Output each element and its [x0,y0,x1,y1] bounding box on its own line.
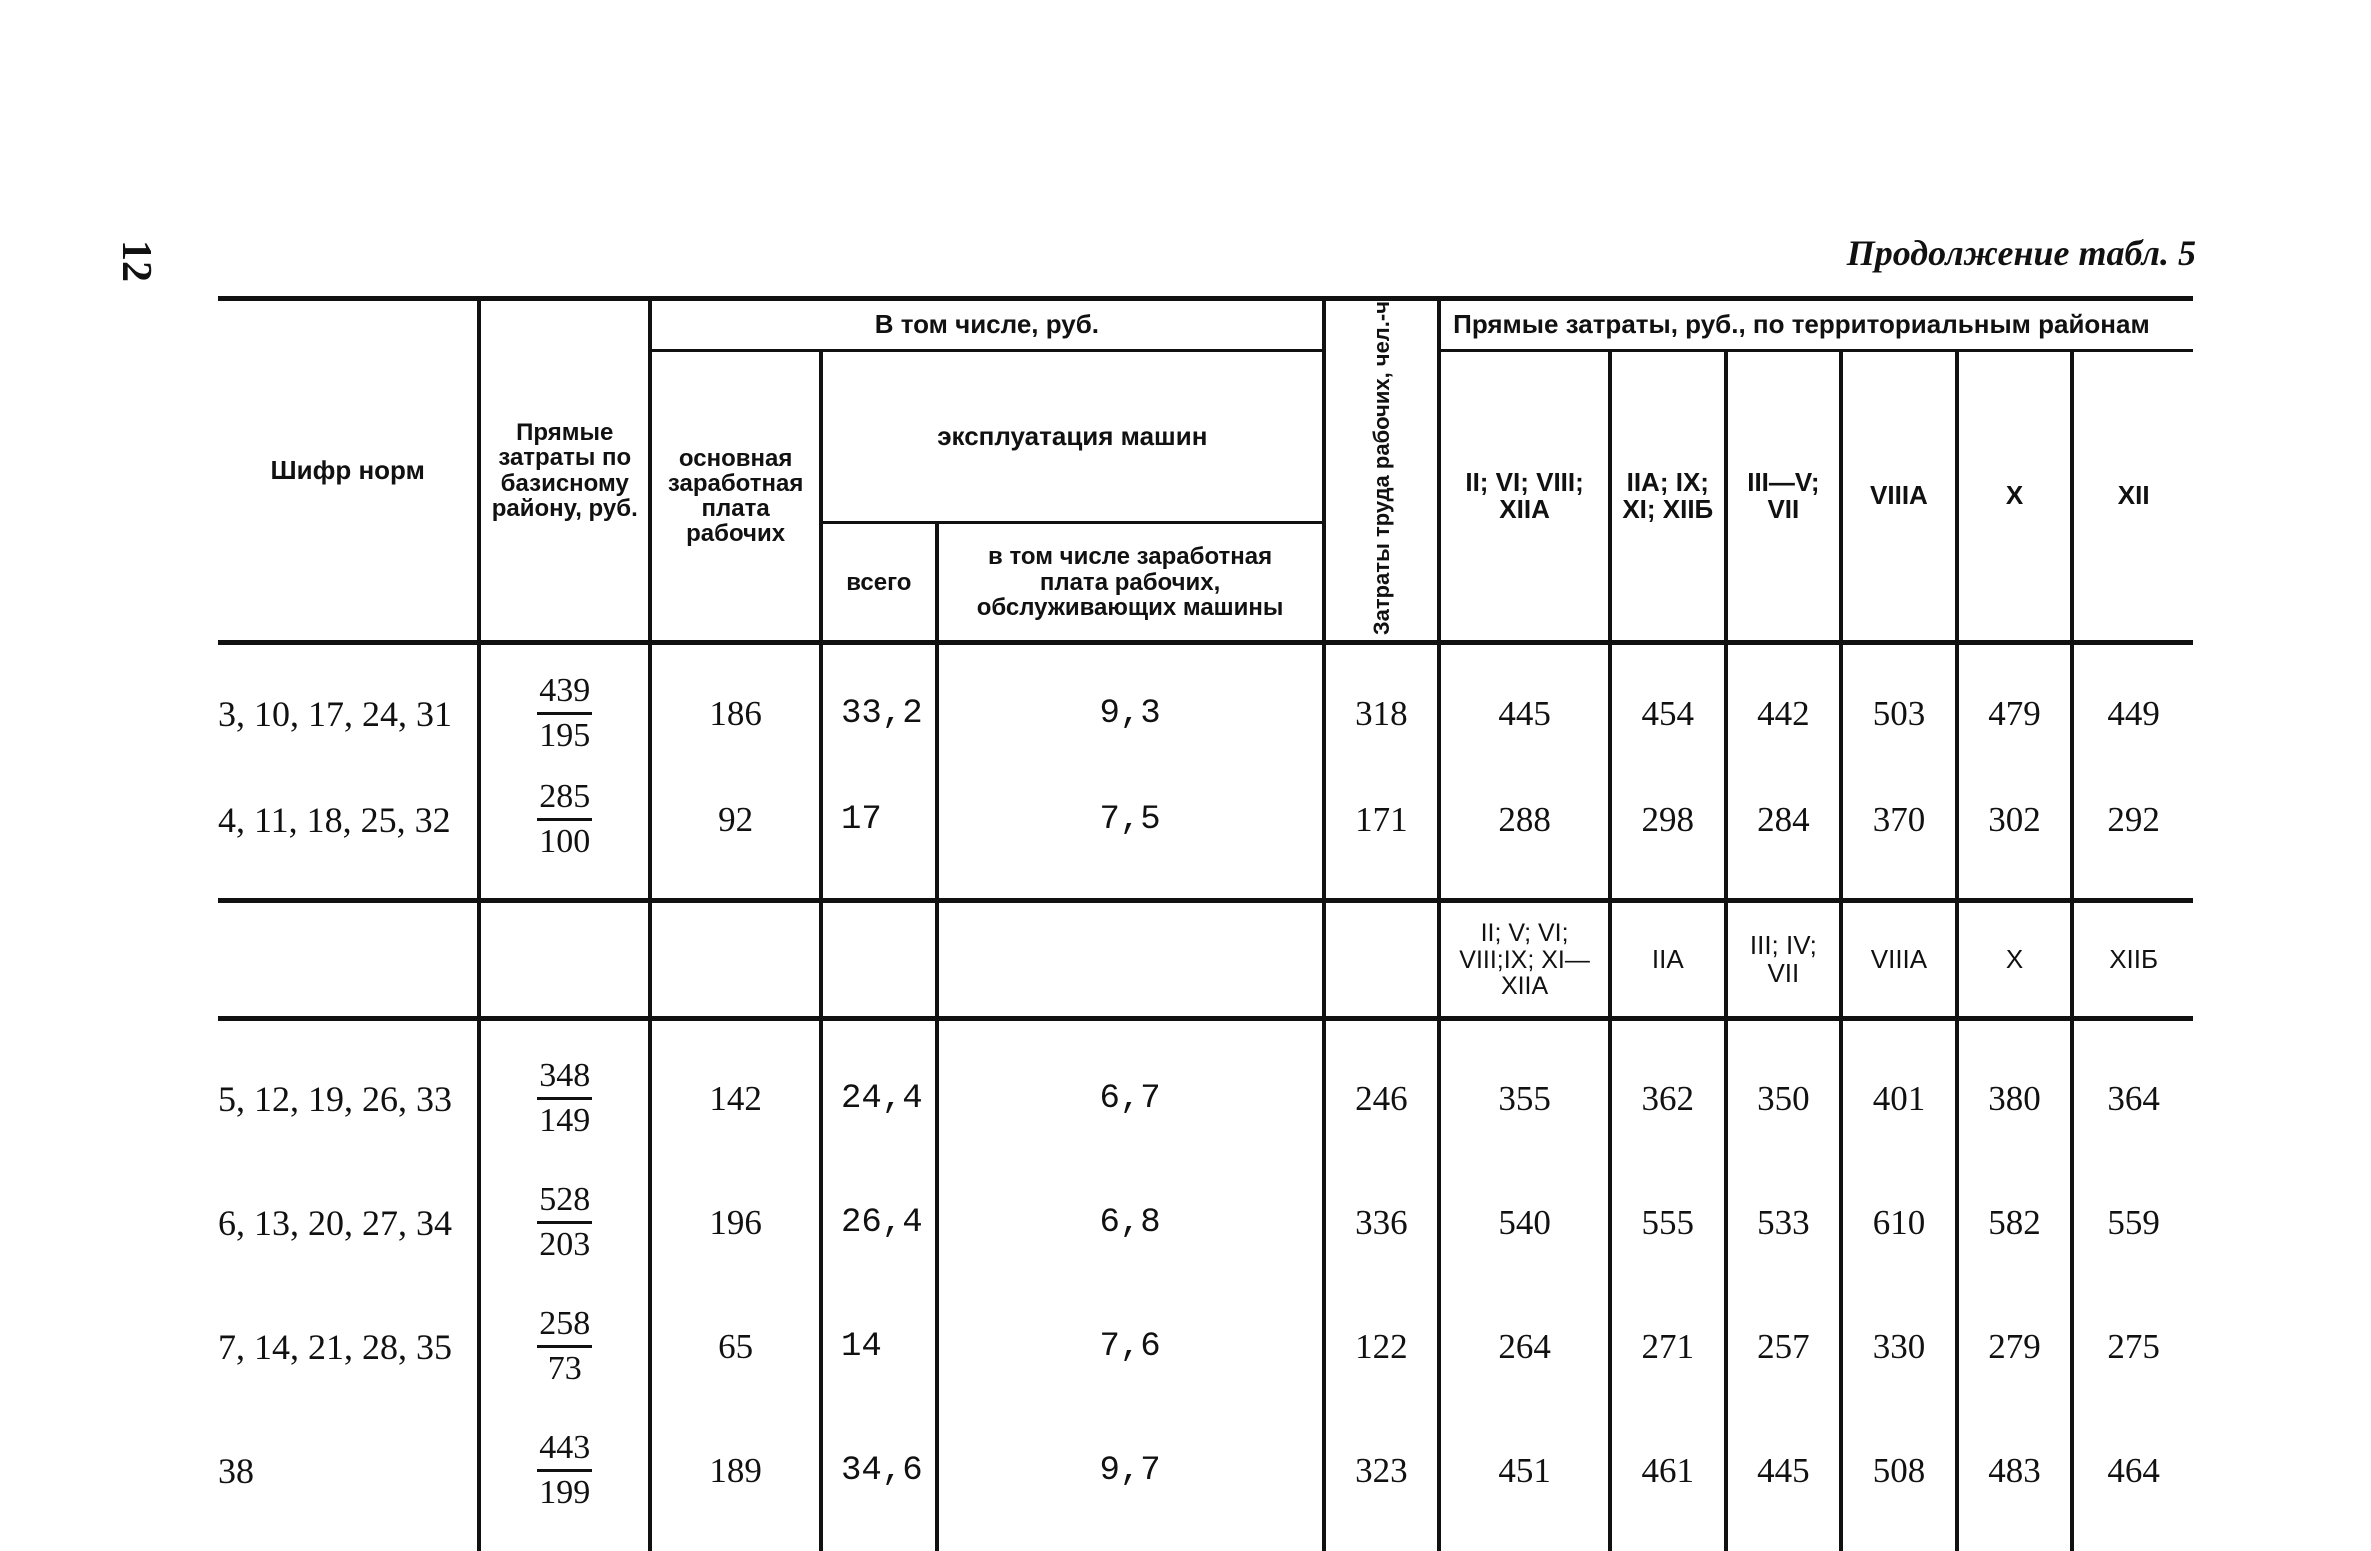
region-cost-cell: 503 [1841,661,1957,767]
region-cost-cell: 364 [2072,1037,2193,1161]
group-1-end [218,873,2193,901]
direct-costs-numerator: 528 [537,1179,592,1224]
header-code: Шифр норм [218,299,479,643]
labor-cost-cell: 318 [1324,661,1440,767]
region-cost-cell: 350 [1726,1037,1842,1161]
machine-total-cell: 14 [821,1285,937,1409]
region-cost-cell: 288 [1439,767,1610,873]
region-header-3: III—V; VII [1726,351,1842,643]
region-cost-cell: 559 [2072,1161,2193,1285]
direct-costs-numerator: 443 [537,1427,592,1472]
region-header-6: XII [2072,351,2193,643]
norm-code-cell: 6, 13, 20, 27, 34 [218,1202,452,1243]
region-cost-cell: 445 [1726,1409,1842,1533]
machine-wage-cell: 6,8 [937,1161,1324,1285]
region-cost-cell: 582 [1957,1161,2073,1285]
region-header-1: II; VI; VIII; XIIA [1439,351,1610,643]
region2-header-1: II; V; VI; VIII;IX; XI—XIIA [1439,901,1610,1019]
region-cost-cell: 380 [1957,1037,2073,1161]
machine-wage-cell: 9,7 [937,1409,1324,1533]
machine-total-cell: 17 [821,767,937,873]
region-cost-cell: 264 [1439,1285,1610,1409]
direct-costs-denominator: 203 [539,1226,591,1264]
region-cost-cell: 445 [1439,661,1610,767]
region-cost-cell: 479 [1957,661,2073,767]
region-cost-cell: 533 [1726,1161,1842,1285]
region-cost-cell: 454 [1610,661,1726,767]
region-cost-cell: 540 [1439,1161,1610,1285]
labor-cost-cell: 246 [1324,1037,1440,1161]
labor-cost-cell: 171 [1324,767,1440,873]
region-cost-cell: 508 [1841,1409,1957,1533]
machine-wage-cell: 7,5 [937,767,1324,873]
norm-code-cell: 5, 12, 19, 26, 33 [218,1078,452,1119]
direct-costs-numerator: 348 [537,1055,592,1100]
region-header-row-2 [218,901,2193,1019]
direct-costs-denominator: 199 [539,1474,591,1512]
header-machine-operation: эксплуатация машин [821,351,1324,523]
region-cost-cell: 464 [2072,1409,2193,1533]
region-cost-cell: 302 [1957,767,2073,873]
direct-costs-numerator: 285 [537,776,592,821]
region-cost-cell: 292 [2072,767,2193,873]
header-by-region: Прямые затраты, руб., по территориальным районам [1439,299,2193,351]
direct-costs-cell [479,1037,650,1161]
machine-total-cell: 34,6 [821,1409,937,1533]
table-caption: Продолжение табл. 5 [1846,233,2196,273]
region-cost-cell: 442 [1726,661,1842,767]
direct-costs-cell [479,1285,650,1409]
header-row-1 [218,299,2193,351]
header-labor-text: Затраты труда рабочих, чел.-ч [1368,301,1394,636]
machine-total-cell: 24,4 [821,1037,937,1161]
basic-wage-cell: 142 [650,1037,821,1161]
group-2-rows [218,1037,2193,1533]
norm-code-cell: 3, 10, 17, 24, 31 [218,693,452,734]
group-1-rows [218,661,2193,873]
region2-header-5: X [1957,901,2073,1019]
labor-cost-cell: 323 [1324,1409,1440,1533]
direct-costs-denominator: 149 [539,1102,591,1140]
region-cost-cell: 284 [1726,767,1842,873]
region-header-5: X [1957,351,2073,643]
region-cost-cell: 355 [1439,1037,1610,1161]
region2-header-3: III; IV; VII [1726,901,1842,1019]
table-row [218,1285,2193,1409]
table-row [218,661,2193,767]
machine-wage-cell: 6,7 [937,1037,1324,1161]
region-cost-cell: 330 [1841,1285,1957,1409]
norm-code-cell: 7, 14, 21, 28, 35 [218,1326,452,1367]
region-cost-cell: 271 [1610,1285,1726,1409]
direct-costs-denominator: 195 [539,717,591,755]
table-row [218,767,2193,873]
direct-costs-fraction [537,670,592,757]
header-incl-rub: В том числе, руб. [650,299,1323,351]
header-incl-machine-wage: в том числе заработная плата рабочих, обслуживающих машины [937,523,1324,643]
direct-costs-cell [479,661,650,767]
direct-costs-numerator: 439 [537,670,592,715]
labor-cost-cell: 336 [1324,1161,1440,1285]
region2-header-4: VIIIA [1841,901,1957,1019]
table-row [218,1161,2193,1285]
region-cost-cell: 449 [2072,661,2193,767]
direct-costs-cell [479,767,650,873]
region-cost-cell: 275 [2072,1285,2193,1409]
region-cost-cell: 370 [1841,767,1957,873]
region-cost-cell: 298 [1610,767,1726,873]
region-cost-cell: 451 [1439,1409,1610,1533]
direct-costs-fraction [537,1427,592,1514]
direct-costs-denominator: 100 [539,823,591,861]
machine-wage-cell: 9,3 [937,661,1324,767]
basic-wage-cell: 186 [650,661,821,767]
basic-wage-cell: 92 [650,767,821,873]
labor-cost-cell: 122 [1324,1285,1440,1409]
machine-total-cell: 33,2 [821,661,937,767]
region-cost-cell: 483 [1957,1409,2073,1533]
header-basic-wage: основная заработная плата рабочих [650,351,821,643]
header-labor [1324,299,1440,643]
region-cost-cell: 555 [1610,1161,1726,1285]
region2-header-6: XIIБ [2072,901,2193,1019]
table-row [218,1409,2193,1533]
region-cost-cell: 279 [1957,1285,2073,1409]
region-cost-cell: 461 [1610,1409,1726,1533]
direct-costs-denominator: 73 [547,1350,582,1388]
norm-code-cell: 4, 11, 18, 25, 32 [218,799,451,840]
header-total: всего [821,523,937,643]
region-cost-cell: 610 [1841,1161,1957,1285]
region-header-2: IIA; IX; XI; XIIБ [1610,351,1726,643]
basic-wage-cell: 189 [650,1409,821,1533]
region2-header-2: IIA [1610,901,1726,1019]
direct-costs-fraction [537,1303,592,1390]
direct-costs-fraction [537,1055,592,1142]
region-cost-cell: 362 [1610,1037,1726,1161]
direct-costs-fraction [537,776,592,863]
region-cost-cell: 257 [1726,1285,1842,1409]
direct-costs-numerator: 258 [537,1303,592,1348]
machine-wage-cell: 7,6 [937,1285,1324,1409]
direct-costs-cell [479,1161,650,1285]
region-header-4: VIIIA [1841,351,1957,643]
direct-costs-fraction [537,1179,592,1266]
norms-table [218,296,2193,1551]
header-direct-costs: Прямые затраты по базисному району, руб. [479,299,650,643]
table-row [218,1037,2193,1161]
region-cost-cell: 401 [1841,1037,1957,1161]
page-number: 12 [113,240,159,282]
direct-costs-cell [479,1409,650,1533]
machine-total-cell: 26,4 [821,1161,937,1285]
norm-code-cell: 38 [218,1450,254,1491]
basic-wage-cell: 65 [650,1285,821,1409]
basic-wage-cell: 196 [650,1161,821,1285]
